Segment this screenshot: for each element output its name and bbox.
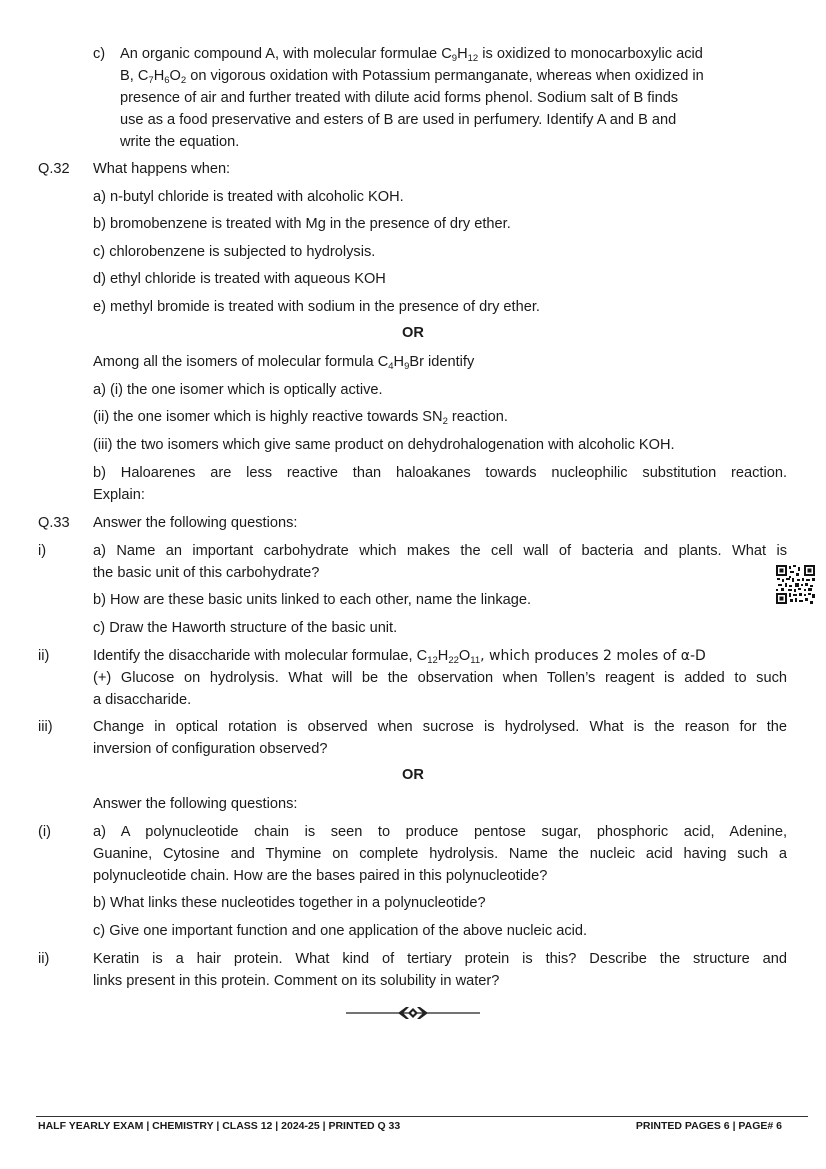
- q33-i-a-line-2: the basic unit of this carbohydrate?: [93, 565, 320, 581]
- q33-alt-i-c: c) Give one important function and one application of the above nucleic acid.: [93, 923, 588, 939]
- q31c-line-2: B, $C_7H_6O_2$ on vigorous oxidation with Potassium permanganate, whereas when oxidized in: [120, 68, 704, 86]
- q32-c: c) chlorobenzene is subjected to hydrolysis.: [93, 244, 376, 260]
- q33-i-a-line-1: a) Name an important carbohydrate which makes the cell wall of bacteria and plants. What is: [93, 543, 787, 559]
- q33-alt-i-label: (i): [38, 824, 51, 840]
- q31c-line-5: write the equation.: [120, 134, 240, 150]
- q32-alt-ii: (ii) the one isomer which is highly reactive towards $SN_2$ reaction.: [93, 409, 508, 427]
- q32-alt-b-line-1: b) Haloarenes are less reactive than haloakanes towards nucleophilic substitution reaction.: [93, 465, 787, 481]
- q32-number: Q.32: [38, 161, 70, 177]
- q33-iii-line-2: inversion of configuration observed?: [93, 741, 328, 757]
- q33-ii-line-2: (+) Glucose on hydrolysis. What will be the observation when Tollen’s reagent is added to such: [93, 670, 787, 686]
- q33-alt-i-a-line-2: Guanine, Cytosine and Thymine on complete hydrolysis. Name the nucleic acid having such a: [93, 846, 787, 862]
- q32-alt-iii: (iii) the two isomers which give same product on dehydrohalogenation with alcoholic KOH.: [93, 437, 675, 453]
- q33-ii-label: ii): [38, 648, 50, 664]
- q32-b: b) bromobenzene is treated with Mg in the presence of dry ether.: [93, 216, 511, 232]
- q32-alt-stem: Among all the isomers of molecular formula $C_4H_9Br$ identify: [93, 354, 475, 372]
- footer-right: PRINTED PAGES 6 | PAGE# 6: [635, 1120, 782, 1132]
- q32-stem: What happens when:: [93, 161, 231, 177]
- footer-rule: [36, 1116, 808, 1117]
- q31c-line-4: use as a food preservative and esters of B are used in perfumery. Identify A and B and: [120, 112, 677, 128]
- q31c-line-1: An organic compound A, with molecular formulae $C_9H_{12}$ is oxidized to monocarboxylic acid: [120, 46, 703, 64]
- q32-e: e) methyl bromide is treated with sodium in the presence of dry ether.: [93, 299, 540, 315]
- q32-alt-b-line-2: Explain:: [93, 487, 145, 503]
- q31c-label: c): [93, 46, 106, 62]
- q33-number: Q.33: [38, 515, 70, 531]
- q33-alt-ii-line-1: Keratin is a hair protein. What kind of tertiary protein is this? Describe the structure and: [93, 951, 787, 967]
- qr-code-icon: [776, 565, 815, 604]
- q33-i-label: i): [38, 543, 47, 559]
- q31c-line-3: presence of air and further treated with dilute acid forms phenol. Sodium salt of B finds: [120, 90, 679, 106]
- q32-d: d) ethyl chloride is treated with aqueous KOH: [93, 271, 386, 287]
- q33-ii-line-1: Identify the disaccharide with molecular formulae, $C_{12}H_{22}O_{11}$, which produces 2 moles of α-D: [93, 648, 706, 666]
- q33-alt-ii-line-2: links present in this protein. Comment on its solubility in water?: [93, 973, 500, 989]
- q33-alt-stem: Answer the following questions:: [93, 796, 298, 812]
- q33-alt-i-a-line-3: polynucleotide chain. How are the bases paired in this polynucleotide?: [93, 868, 548, 884]
- end-ornament-icon: [346, 1006, 480, 1020]
- q33-iii-line-1: Change in optical rotation is observed when sucrose is hydrolysed. What is the reason for the: [93, 719, 787, 735]
- footer-left: HALF YEARLY EXAM | CHEMISTRY | CLASS 12 | 2024-25 | PRINTED Q 33: [38, 1120, 401, 1132]
- q33-i-b: b) How are these basic units linked to each other, name the linkage.: [93, 592, 532, 608]
- q33-iii-label: iii): [38, 719, 53, 735]
- q33-or-divider: OR: [402, 767, 424, 783]
- q32-or-divider: OR: [402, 325, 424, 341]
- q33-alt-i-a-line-1: a) A polynucleotide chain is seen to produce pentose sugar, phosphoric acid, Adenine,: [93, 824, 787, 840]
- q32-a: a) n-butyl chloride is treated with alcoholic KOH.: [93, 189, 404, 205]
- q33-stem: Answer the following questions:: [93, 515, 298, 531]
- q33-alt-i-b: b) What links these nucleotides together in a polynucleotide?: [93, 895, 486, 911]
- q33-i-c: c) Draw the Haworth structure of the basic unit.: [93, 620, 398, 636]
- q33-alt-ii-label: ii): [38, 951, 50, 967]
- q32-alt-i: a) (i) the one isomer which is optically active.: [93, 382, 383, 398]
- q33-ii-line-3: a disaccharide.: [93, 692, 192, 708]
